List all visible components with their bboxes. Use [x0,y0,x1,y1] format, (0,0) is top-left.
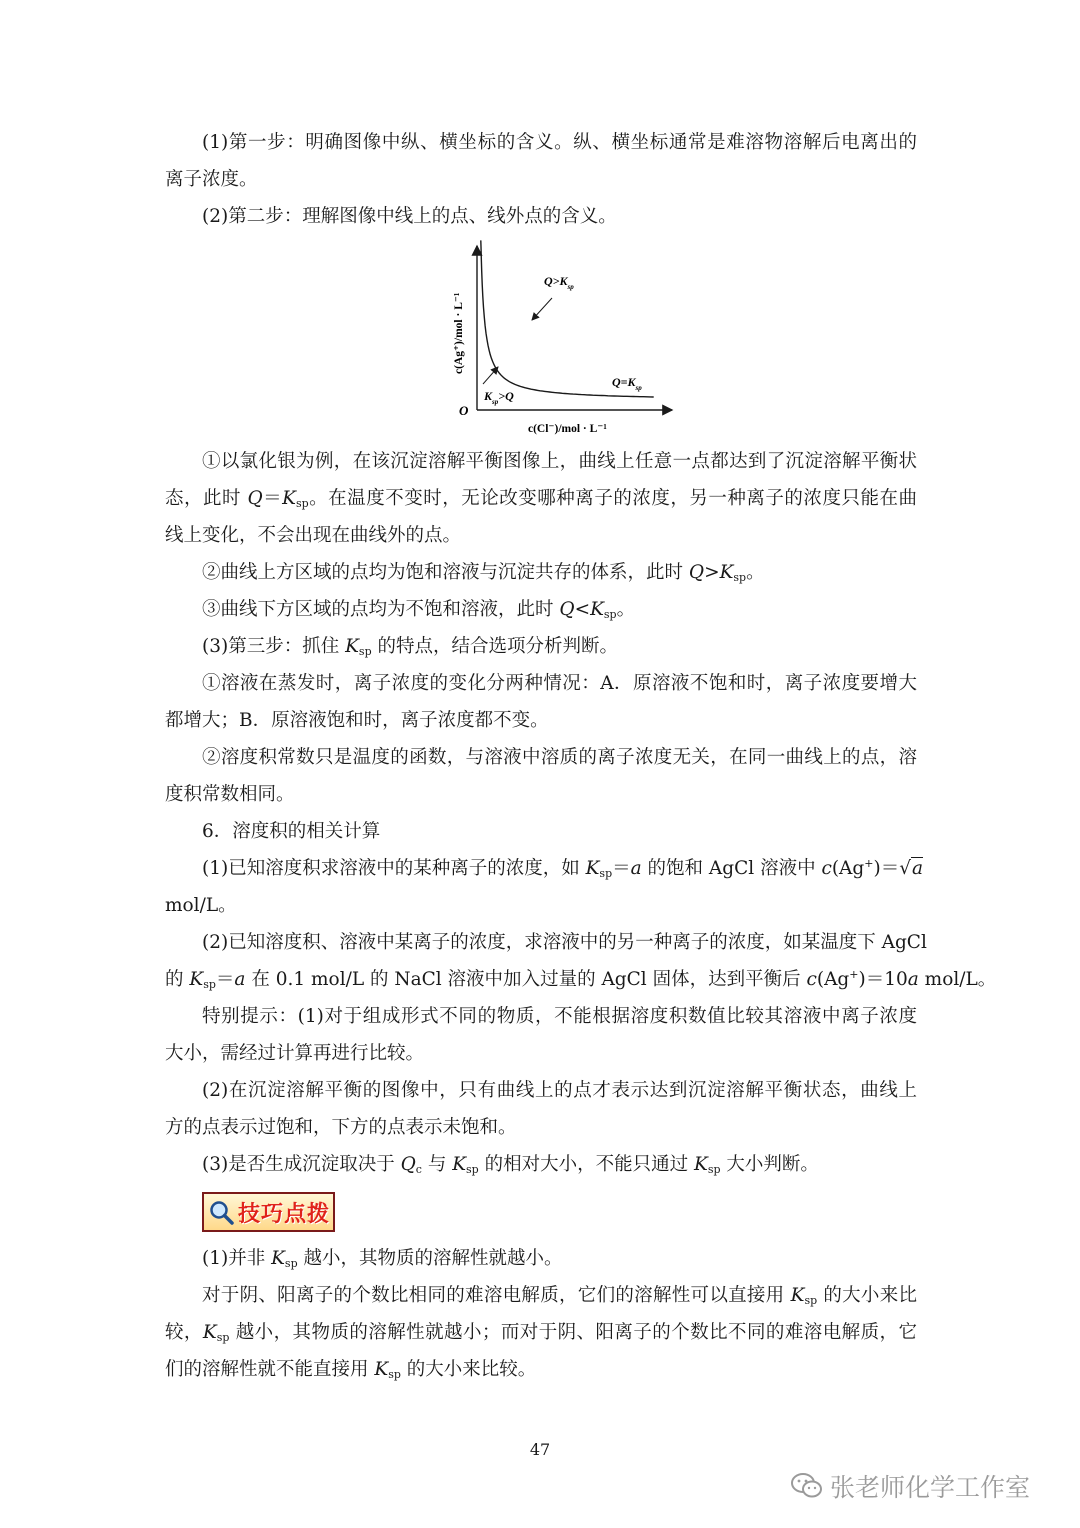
tip2-line2: 方的点表示过饱和，下方的点表示未饱和。 [165,1117,517,1138]
tip2-line1: (2)在沉淀溶解平衡的图像中，只有曲线上的点才表示达到沉淀溶解平衡状态，曲线上 [202,1080,917,1101]
y-axis-label: c(Ag⁺)/mol · L⁻¹ [453,292,465,374]
wechat-icon [790,1471,824,1501]
x-axis-label: c(Cl⁻)/mol · L⁻¹ [528,423,607,435]
point1-line2: 态，此时 $Q=K_{sp}$。在温度不变时，无论改变哪种离子的浓度，另一种离子的浓度只能在曲 [165,488,917,510]
ksp-note-line4: 们的溶解性就不能直接用 $K_{sp}$ 的大小来比较。 [165,1359,537,1381]
ksp-const-line1: ②溶度积常数只是温度的函数，与溶液中溶质的离子浓度无关，在同一曲线上的点，溶 [202,747,917,768]
origin-label: O [459,403,469,418]
annotation-on-curve: $Q=K_{sp}$ [612,375,642,392]
point1-line1: ①以氯化银为例，在该沉淀溶解平衡图像上，曲线上任意一点都达到了沉淀溶解平衡状 [202,451,917,472]
arrow-up [483,367,498,384]
calc1-line2: mol/L。 [165,895,237,916]
ksp-note-line3: 较，$K_{sp}$ 越小，其物质的溶解性就越小；而对于阴、阳离子的个数比不同的难溶电解质，它 [165,1322,917,1344]
tip1-line1: 特别提示：(1)对于组成形式不同的物质，不能根据溶度积数值比较其溶液中离子浓度 [202,1006,917,1027]
skill-tip-banner [202,1192,335,1232]
point1-line3: 线上变化，不会出现在曲线外的点。 [165,525,462,546]
section6-heading: 6．溶度积的相关计算 [202,821,381,842]
magnifier-icon [208,1199,234,1225]
skill-tip-label: 技巧点拨 [238,1201,331,1227]
evap-line1: ①溶液在蒸发时，离子浓度的变化分两种情况：A．原溶液不饱和时，离子浓度要增大 [202,673,917,694]
solubility-equilibrium-chart [440,240,690,440]
tip1-line2: 大小，需经过计算再进行比较。 [165,1043,425,1064]
tip3-line: (3)是否生成沉淀取决于 $Q_c$ 与 $K_{sp}$ 的相对大小，不能只通过 $K_{sp}$ 大小判断。 [202,1154,819,1176]
watermark-text: 张老师化学工作室 [830,1473,1031,1502]
step2-line: (2)第二步：理解图像中线上的点、线外点的含义。 [202,206,617,227]
calc2-line1: (2)已知溶度积、溶液中某离子的浓度，求溶液中的另一种离子的浓度，如某温度下 AgCl [202,932,927,953]
step1-line1: (1)第一步：明确图像中纵、横坐标的含义。纵、横坐标通常是难溶物溶解后电离出的 [202,132,917,153]
evap-line2: 都增大；B．原溶液饱和时，离子浓度都不变。 [165,710,549,731]
ksp-note-line1: (1)并非 $K_{sp}$ 越小，其物质的溶解性就越小。 [202,1248,563,1270]
annotation-below: $K_{sp}>Q$ [484,389,514,406]
ksp-note-line2: 对于阴、阳离子的个数比相同的难溶电解质，它们的溶解性可以直接用 $K_{sp}$ 的大小来比 [202,1285,917,1307]
point3-line: ③曲线下方区域的点均为不饱和溶液，此时 $Q<K_{sp}$。 [202,599,636,621]
ksp-const-line2: 度积常数相同。 [165,784,295,805]
calc1-line1: (1)已知溶度积求溶液中的某种离子的浓度，如 $K_{sp}=a$ 的饱和 AgCl 溶液中 c(Ag+)＝√a [202,857,924,880]
arrow-down [532,298,552,320]
page-number: 47 [529,1440,551,1459]
step3-line: (3)第三步：抓住 $K_{sp}$ 的特点，结合选项分析判断。 [202,636,618,658]
step1-line2: 离子浓度。 [165,169,258,190]
wechat-watermark [790,1468,1030,1504]
annotation-above: $Q>K_{sp}$ [544,274,574,291]
calc2-line2: 的 $K_{sp}=a$ 在 0.1 mol/L 的 NaCl 溶液中加入过量的 AgCl 固体，达到平衡后 c(Ag+)＝10a mol/L。 [165,968,997,991]
point2-line: ②曲线上方区域的点均为饱和溶液与沉淀共存的体系，此时 $Q>K_{sp}$。 [202,562,765,584]
sqrt-a: √a [899,858,924,879]
ksp-curve [481,240,654,397]
